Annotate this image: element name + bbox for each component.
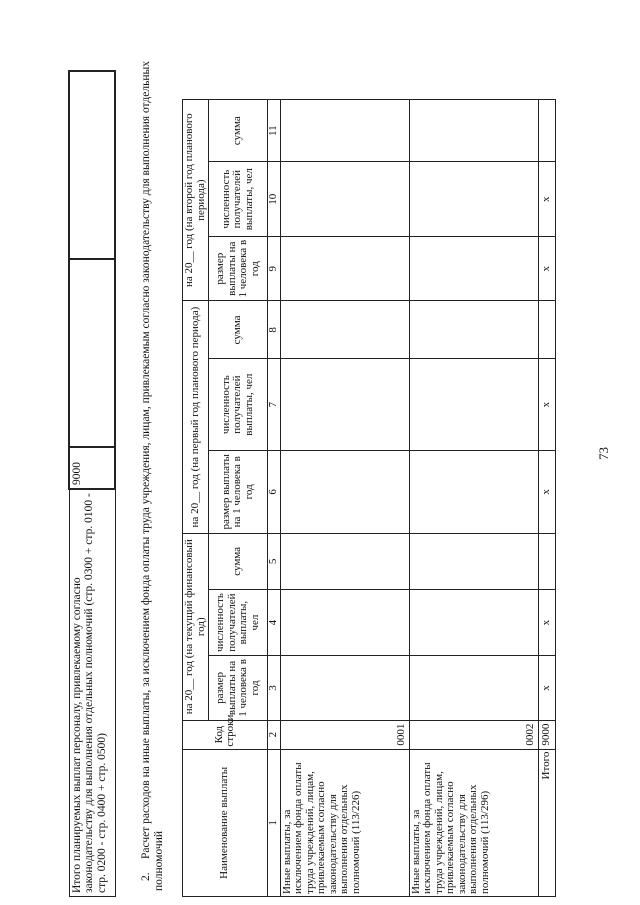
cell: [409, 589, 538, 655]
x-mark: x: [538, 450, 555, 533]
cell: [280, 359, 409, 450]
expenses-table: [182, 99, 556, 897]
summary-code: 9000: [69, 447, 115, 489]
col-number: 8: [268, 301, 281, 359]
x-mark: x: [538, 162, 555, 237]
header-period-current: на 20__ год (на текущий финансовый год): [183, 533, 209, 720]
row-code: 0002: [409, 720, 538, 749]
cell: [409, 301, 538, 359]
x-mark: x: [538, 237, 555, 301]
col-number: 6: [268, 450, 281, 533]
cell: [280, 301, 409, 359]
col-number: 5: [268, 533, 281, 589]
header-period-second: на 20__ год (на второй год планового периода): [183, 100, 209, 301]
col-number: 1: [268, 749, 281, 896]
cell: [280, 533, 409, 589]
summary-value-2: [69, 71, 115, 259]
cell: [280, 589, 409, 655]
header-name: Наименование выплаты: [183, 749, 268, 896]
total-label: Итого: [538, 749, 555, 896]
col-number: 2: [268, 720, 281, 749]
cell: [409, 359, 538, 450]
table-row: [280, 100, 409, 897]
summary-value-1: [69, 259, 115, 447]
header-sum: сумма: [209, 533, 268, 589]
header-count: численность получателей выплаты, чел: [209, 162, 268, 237]
cell: [280, 450, 409, 533]
col-number: 11: [268, 100, 281, 162]
summary-label: Итого планируемых выплат персоналу, привлекаемому согласно законодательству для выполнения отдельных полномочий (стр. 0300 + стр. 0100 - стр. 0200 - стр. 0400 + стр. 0500): [69, 489, 115, 897]
page-number: 73: [596, 447, 611, 460]
cell: [538, 301, 555, 359]
section-heading: [140, 61, 166, 891]
cell: [409, 162, 538, 237]
col-number: 4: [268, 589, 281, 655]
cell: [280, 656, 409, 720]
cell: [538, 533, 555, 589]
section-number: 2.: [140, 872, 152, 881]
header-size: размер выплаты на 1 человека в год: [209, 656, 268, 720]
cell: [280, 237, 409, 301]
x-mark: x: [538, 589, 555, 655]
header-sum: сумма: [209, 100, 268, 162]
header-period-first: на 20__ год (на первый год планового периода): [183, 301, 209, 533]
total-code: 9000: [538, 720, 555, 749]
header-count: численность получателей выплаты, чел: [209, 589, 268, 655]
row-name: Иные выплаты, за исключением фонда оплаты труда учреждений, лицам, привлекаемым согласно законодательству для выполнения отдельных полномочий (113/296): [409, 749, 538, 896]
total-row: [538, 100, 555, 897]
header-count: численность получателей выплаты, чел: [209, 359, 268, 450]
col-number: 7: [268, 359, 281, 450]
header-size: размер выплаты на 1 человека в год: [209, 237, 268, 301]
cell: [409, 237, 538, 301]
header-size: размер выплаты на 1 человека в год: [209, 450, 268, 533]
x-mark: x: [538, 656, 555, 720]
cell: [538, 100, 555, 162]
table-row: [409, 100, 538, 897]
cell: [280, 162, 409, 237]
summary-table: [68, 70, 116, 897]
col-number: 3: [268, 656, 281, 720]
header-code: Код строки: [183, 720, 268, 749]
header-sum: сумма: [209, 301, 268, 359]
cell: [409, 656, 538, 720]
col-number: 10: [268, 162, 281, 237]
cell: [409, 450, 538, 533]
section-title: Расчет расходов на иные выплаты, за исключением фонда оплаты труда учреждения, лицам, привлекаемым согласно законодательству для выполнения отдельных полномочий: [140, 61, 165, 891]
cell: [409, 533, 538, 589]
column-numbers-row: [268, 100, 281, 897]
row-code: 0001: [280, 720, 409, 749]
x-mark: x: [538, 359, 555, 450]
cell: [409, 100, 538, 162]
col-number: 9: [268, 237, 281, 301]
row-name: Иные выплаты, за исключением фонда оплаты труда учреждений, лицам, привлекаемым согласно законодательству для выполнения отдельных полномочий (113/226): [280, 749, 409, 896]
cell: [280, 100, 409, 162]
